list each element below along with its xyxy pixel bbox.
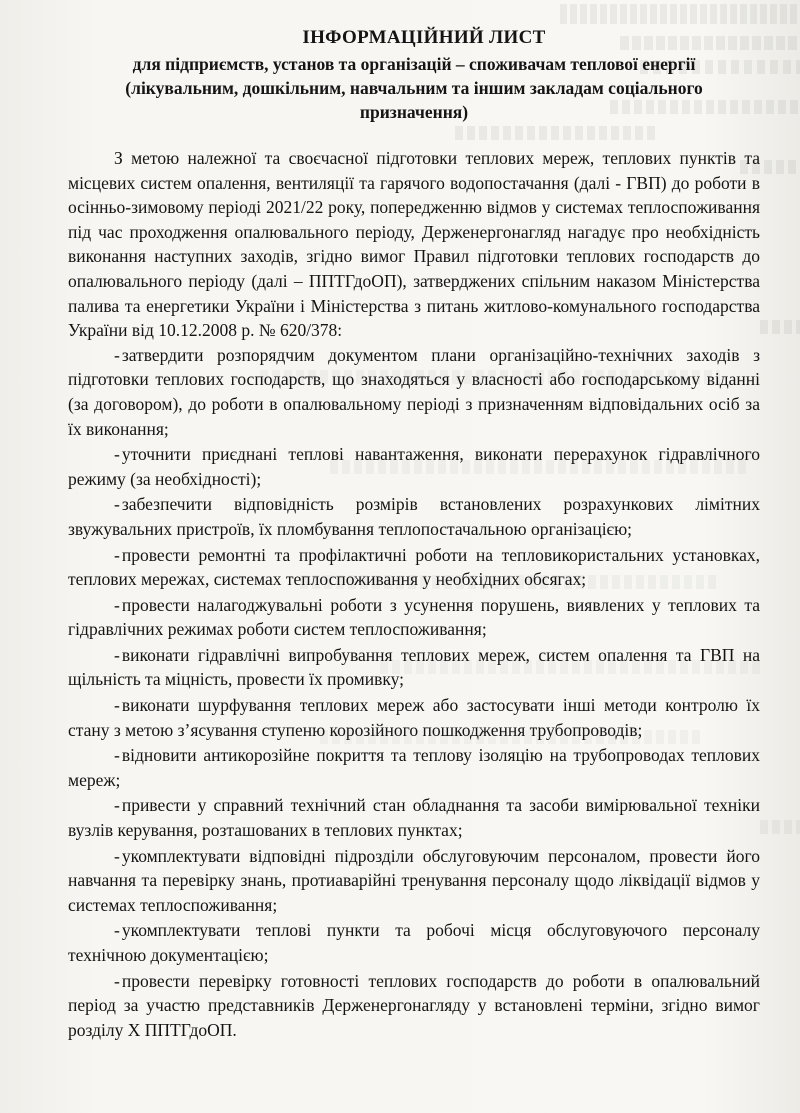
bullet-dash: - (114, 845, 120, 866)
list-item-text: провести ремонтні та профілактичні роботи на тепловикористальних установках, теплових мережах, системах теплоспоживання у необхідних обсягах; (68, 544, 760, 590)
list-item (68, 492, 760, 541)
document-subtitle: для підприємств, установ та організацій – споживачам теплової енергії (лікувальним, дошкільним, навчальним та іншим закладам соціального призначення) (125, 54, 703, 122)
document-body (68, 26, 760, 1043)
list-item-text: забезпечити відповідність розмірів встановлених розрахункових лімітних звужувальних пристроїв, їх пломбування теплопостачальною організацією; (68, 494, 760, 539)
list-item-text: уточнити приєднані теплові навантаження, виконати перерахунок гідравлічного режиму (за необхідності); (68, 444, 760, 489)
bullet-dash: - (114, 644, 120, 665)
list-item (68, 643, 760, 692)
letter-text (68, 146, 760, 1042)
bullet-dash: - (114, 444, 120, 465)
list-item-text: укомплектувати відповідні підрозділи обслуговуючим персоналом, провести його навчання та перевірку знань, протиаварійні тренування персоналу щодо ліквідації відмов у системах теплоспоживання; (68, 845, 760, 915)
bullet-dash: - (114, 594, 120, 615)
bullet-dash: - (114, 745, 120, 766)
list-item-text: затвердити розпорядчим документом плани організаційно-технічних заходів з підготовки теплових господарств, що знаходяться у власності або господарському віданні (за договором), до роботи в опалювальному періоді з призначенням відповідальних осіб за їх виконання; (68, 344, 760, 439)
list-item-text: укомплектувати теплові пункти та робочі місця обслуговуючого персоналу технічною документацією; (68, 920, 760, 965)
list-item-text: виконати гідравлічні випробування теплових мереж, систем опалення та ГВП на щільність та міцність, провести їх промивку; (68, 644, 760, 690)
bullet-dash: - (114, 494, 120, 515)
bullet-dash: - (114, 695, 120, 716)
bullet-dash: - (114, 344, 120, 365)
list-item-text: провести налагоджувальні роботи з усунення порушень, виявлених у теплових та гідравлічних режимах роботи систем теплоспоживання; (68, 594, 760, 640)
measures-list (68, 343, 760, 1043)
list-item-text: виконати шурфування теплових мереж або застосувати інші методи контролю їх стану з метою з’ясування ступеню корозійного пошкодження трубопроводів; (68, 695, 760, 740)
list-item (68, 918, 760, 967)
list-item (68, 442, 760, 491)
intro-paragraph: З метою належної та своєчасної підготовки теплових мереж, теплових пунктів та місцевих систем опалення, вентиляції та гарячого водопостачання (далі - ГВП) до роботи в осінньо-зимовому періоді 2021/22 року, попередженню відмов у системах теплоспоживання під час проходження опалювального періоду, Держенергонагляд нагадує про необхідність виконання наступних заходів, згідно вимог Правил підготовки теплових господарств до опалювального періоду (далі – ППТГдоОП), затверджених спільним наказом Міністерства палива та енергетики України і Міністерства з питань житлово-комунального господарства України від 10.12.2008 р. № 620/378: (68, 148, 760, 341)
bullet-dash: - (114, 920, 120, 941)
list-item (68, 593, 760, 642)
list-item (68, 793, 760, 842)
list-item (68, 969, 760, 1043)
list-item-text: привести у справний технічний стан обладнання та засоби вимірювальної техніки вузлів керування, розташованих в теплових пунктах; (68, 795, 760, 841)
list-item (68, 543, 760, 592)
bullet-dash: - (114, 970, 120, 991)
bullet-dash: - (114, 795, 120, 816)
list-item-text: відновити антикорозійне покриття та теплову ізоляцію на трубопроводах теплових мереж; (68, 745, 760, 790)
list-item (68, 743, 760, 792)
list-item (68, 343, 760, 441)
list-item-text: провести перевірку готовності теплових господарств до роботи в опалювальний період за участю представників Держенергонагляду у встановлені терміни, згідно вимог розділу Х ППТГдоОП. (68, 970, 760, 1040)
bullet-dash: - (114, 544, 120, 565)
document-title: ІНФОРМАЦІЙНИЙ ЛИСТ (302, 27, 546, 48)
list-item (68, 693, 760, 742)
list-item (68, 844, 760, 918)
